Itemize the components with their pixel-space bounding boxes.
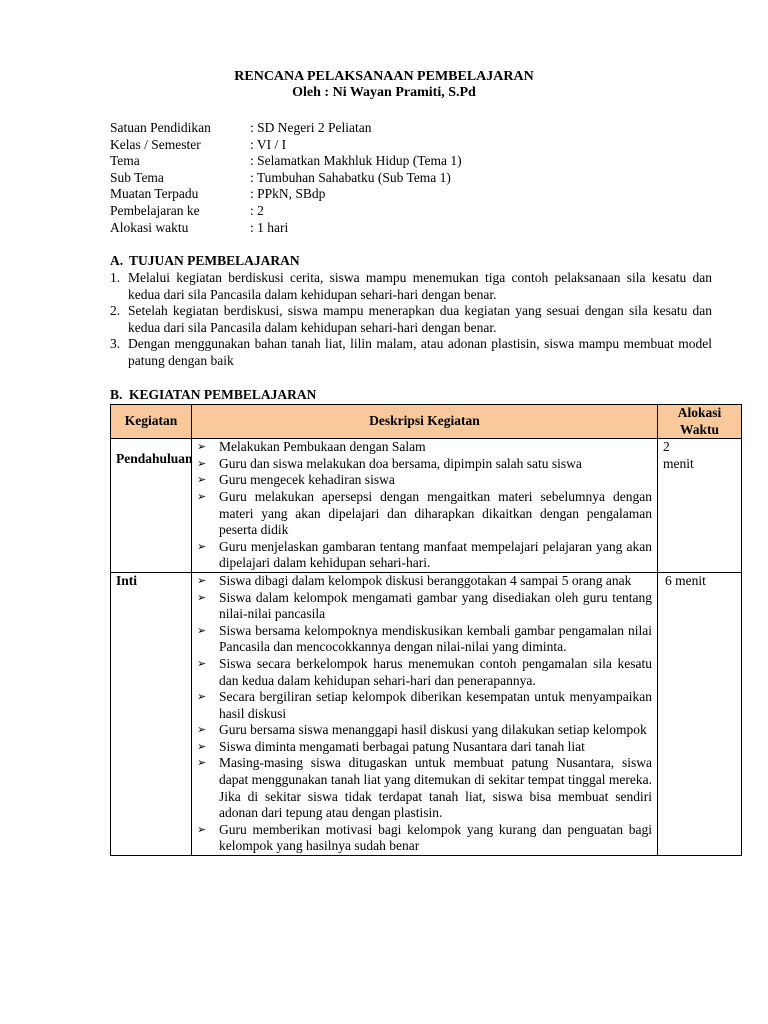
identity-value: : Tumbuhan Sahabatku (Sub Tema 1) [250,169,451,185]
item-text: Setelah kegiatan berdiskusi, siswa mampu menerapkan dua kegiatan yang sesuai dengan sila kesatu dan kedua dari sila Pancasila dalam kehidupan sehari-hari dengan benar. [128,303,712,335]
section-a-heading [110,253,300,270]
section-title: TUJUAN PEMBELAJARAN [129,253,300,268]
item-text: Siswa bersama kelompoknya mendiskusikan kembali gambar pengamalan nilai Pancasila dan mencocokkannya dengan nilai-nilai yang diminta. [219,622,652,655]
header-activity: Kegiatan [111,405,192,439]
activity-name: Pendahuluan [116,451,193,467]
table-row [111,439,742,573]
time-value: 6 menit [665,572,706,588]
item-text: Guru bersama siswa menanggapi hasil diskusi yang dilakukan setiap kelompok [219,722,647,738]
document-title: RENCANA PELAKSANAAN PEMBELAJARAN [234,69,534,84]
item-text: Melalui kegiatan berdiskusi cerita, siswa mampu menemukan tiga contoh pelaksanaan sila kesatu dan kedua dari sila Pancasila dalam kehidupan sehari-hari dengan benar. [128,270,712,302]
item-text: Guru melakukan apersepsi dengan mengaitkan materi sebelumnya dengan materi yang akan dipelajari dan diharapkan dikaitkan dengan pengalaman peserta didik [219,488,652,538]
item-number: 1. [110,270,121,285]
header-description: Deskripsi Kegiatan [192,405,658,439]
list-item [197,539,652,572]
list-item [197,439,652,456]
item-text: Siswa dibagi dalam kelompok diskusi beranggotakan 4 sampai 5 orang anak [219,572,632,588]
arrowhead-bullet-icon: ➢ [197,756,207,770]
section-title: KEGIATAN PEMBELAJARAN [129,387,317,402]
item-number: 2. [110,303,121,319]
identity-row [110,170,462,187]
activity-name: Inti [116,572,138,588]
list-item [197,489,652,539]
item-text: Guru mengecek kehadiran siswa [219,472,395,488]
identity-block [110,120,462,236]
list-item [197,472,652,489]
identity-row [110,120,462,137]
list-item [197,590,652,623]
identity-row [110,220,462,237]
description-list [197,439,652,572]
description-list [197,573,652,855]
list-item [110,336,712,369]
arrowhead-bullet-icon: ➢ [197,456,207,470]
item-text: Guru dan siswa melakukan doa bersama, dipimpin salah satu siswa [219,455,582,471]
arrowhead-bullet-icon: ➢ [197,690,207,704]
list-item [197,755,652,821]
arrowhead-bullet-icon: ➢ [197,739,207,753]
identity-row [110,203,462,220]
time-cell [658,439,742,573]
list-item [110,270,712,303]
item-text: Masing-masing siswa ditugaskan untuk membuat patung Nusantara, siswa dapat menggunakan tanah liat yang ditemukan di sekitar tempat tinggal mereka. Jika di sekitar siswa tidak terdapat tanah liat, siswa bisa membuat sendiri adonan dari tepung atau dengan plastisin. [219,755,652,821]
list-item [197,722,652,739]
document-author: Oleh : Ni Wayan Pramiti, S.Pd [292,85,476,100]
time-cell [658,572,742,855]
identity-row [110,186,462,203]
identity-label: Satuan Pendidikan [110,120,211,135]
identity-label: Pembelajaran ke [110,202,200,218]
item-number: 3. [110,336,121,352]
arrowhead-bullet-icon: ➢ [197,656,207,670]
table-body [111,439,742,856]
list-item [197,822,652,855]
list-item [197,623,652,656]
description-cell [192,439,658,573]
item-text: Secara bergiliran setiap kelompok diberikan kesempatan untuk menyampaikan hasil diskusi [219,689,652,721]
identity-label: Sub Tema [110,169,164,185]
item-text: Siswa diminta mengamati berbagai patung Nusantara dari tanah liat [219,738,585,754]
activity-cell [111,439,192,573]
identity-value: : 1 hari [250,219,289,235]
item-text: Guru menjelaskan gambaran tentang manfaat mempelajari pelajaran yang akan dipelajari dalam kehidupan sehari-hari. [219,538,652,571]
header-time: Alokasi Waktu [658,405,742,439]
list-item [197,689,652,722]
arrowhead-bullet-icon: ➢ [197,539,207,553]
section-b-heading [110,387,316,404]
identity-value: : 2 [250,202,264,218]
learning-goals-list [110,270,712,370]
identity-label: Alokasi waktu [110,219,189,235]
identity-value: : SD Negeri 2 Peliatan [250,120,372,135]
identity-label: Muatan Terpadu [110,186,199,202]
identity-label: Tema [110,153,140,169]
identity-row [110,153,462,170]
arrowhead-bullet-icon: ➢ [197,440,207,454]
section-letter: A. [110,253,124,268]
arrowhead-bullet-icon: ➢ [197,590,207,604]
list-item [197,456,652,473]
list-item [197,739,652,756]
table-row [111,572,742,855]
item-text: Siswa dalam kelompok mengamati gambar yang disediakan oleh guru tentang nilai-nilai pancasila [219,589,652,622]
list-item [197,656,652,689]
time-value: 2 menit [663,439,694,471]
arrowhead-bullet-icon: ➢ [197,723,207,737]
item-text: Siswa secara berkelompok harus menemukan contoh pengamalan sila kesatu dan kedua dalam kehidupan sehari-hari dan penerapannya. [219,655,652,688]
description-cell [192,572,658,855]
identity-label: Kelas / Semester [110,136,201,152]
arrowhead-bullet-icon: ➢ [197,473,207,487]
identity-value: : VI / I [250,136,287,152]
identity-value: : PPkN, SBdp [250,186,326,202]
identity-row [110,137,462,154]
arrowhead-bullet-icon: ➢ [197,623,207,637]
activity-cell [111,572,192,855]
table-header-row [111,405,742,439]
item-text: Guru memberikan motivasi bagi kelompok yang kurang dan penguatan bagi kelompok yang hasilnya sudah benar [219,821,652,854]
list-item [110,303,712,336]
arrowhead-bullet-icon: ➢ [197,573,207,587]
identity-value: : Selamatkan Makhluk Hidup (Tema 1) [250,153,462,169]
item-text: Melakukan Pembukaan dengan Salam [219,439,426,455]
arrowhead-bullet-icon: ➢ [197,489,207,503]
list-item [197,573,652,590]
activities-table [110,404,742,856]
arrowhead-bullet-icon: ➢ [197,822,207,836]
item-text: Dengan menggunakan bahan tanah liat, lilin malam, atau adonan plastisin, siswa mampu membuat model patung dengan baik [128,336,712,368]
section-letter: B. [110,387,123,402]
